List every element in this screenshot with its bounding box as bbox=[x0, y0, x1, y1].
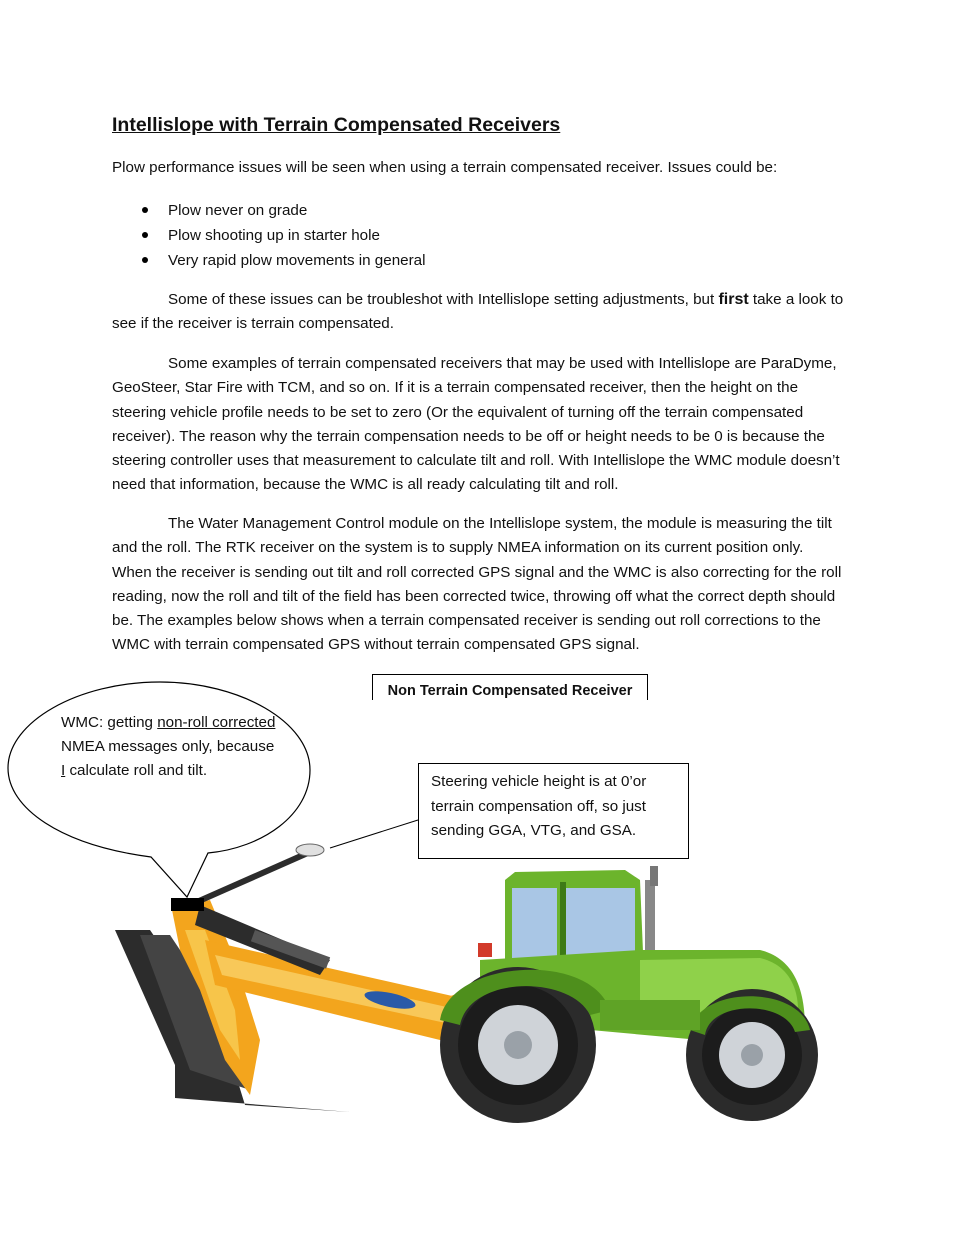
speech-bubble-text: WMC: getting non-roll corrected NMEA messages only, because I calculate roll and tilt. bbox=[61, 714, 276, 779]
list-item: Plow shooting up in starter hole bbox=[112, 223, 425, 248]
paragraph-examples: Some examples of terrain compensated receivers that may be used with Intellislope are ParaDyme, GeoSteer, Star Fire with TCM, and so on. If it is a terrain compensated receiver, then the height on the steering vehicle profile needs to be set to zero (Or the equivalent of turning off the terrain compensated receiver). The reason why the terrain compensation needs to be off or height needs to be 0 is because the steering controller uses that measurement to calculate tilt and roll. With Intellislope the WMC module doesn’t need that information, because the WMC is all ready calculating tilt and roll. bbox=[112, 355, 840, 494]
list-item: Plow never on grade bbox=[112, 198, 425, 223]
list-item: Very rapid plow movements in general bbox=[112, 248, 425, 273]
wmc-module bbox=[171, 898, 204, 911]
page-title: Intellislope with Terrain Compensated Receivers bbox=[112, 114, 561, 136]
callout-box: Steering vehicle height is at 0’or terrain compensation off, so just sending GGA, VTG, and GSA. bbox=[418, 763, 689, 859]
tractor-drawing bbox=[440, 866, 818, 1123]
plow-drawing bbox=[115, 844, 500, 1112]
paragraph-first-check: Some of these issues can be troubleshot with Intellislope setting adjustments, but first take a look to see if the receiver is terrain compensated. bbox=[112, 291, 844, 333]
emphasis-first: first bbox=[718, 291, 749, 308]
intro-paragraph: Plow performance issues will be seen when using a terrain compensated receiver. Issues could be: bbox=[112, 159, 778, 176]
callout-connector bbox=[330, 820, 418, 848]
paragraph-wmc: The Water Management Control module on the Intellislope system, the module is measuring the tilt and the roll. The RTK receiver on the system is to supply NMEA information on its current position only. When the receiver is sending out tilt and roll corrected GPS signal and the WMC is also correcting for the roll reading, now the roll and tilt of the field has been corrected twice, throwing off what the correct depth should be. The examples below shows when a terrain compensated receiver is sending out roll corrections to the WMC with terrain compensated GPS without terrain compensated GPS signal. bbox=[112, 515, 842, 654]
diagram-label: Non Terrain Compensated Receiver bbox=[372, 674, 648, 700]
